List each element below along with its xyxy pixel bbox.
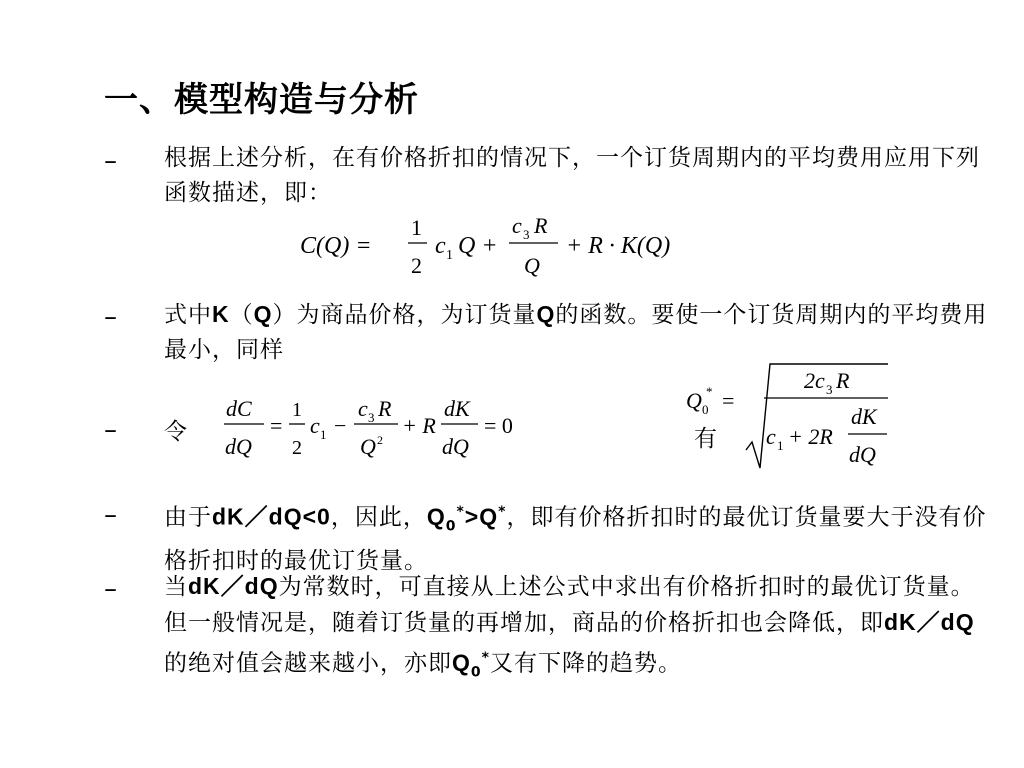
- formula2-zero: = 0: [484, 413, 513, 438]
- p4-sup2: *: [498, 504, 507, 520]
- bullet-3-dash: –: [104, 415, 117, 445]
- bullet-3-label: 令: [164, 419, 187, 445]
- p2-q2: Q: [536, 301, 556, 327]
- p4-text-b: ，因此，: [330, 504, 427, 531]
- formula2-dK: dK: [444, 396, 470, 421]
- formula2-c1-sub: 1: [320, 427, 327, 442]
- formula1-frac-c-sub: 3: [523, 227, 530, 242]
- p2-text-d: 的函数。要使一个订货周期内的平均费用最小，同样: [164, 302, 988, 363]
- formula-average-cost: [300, 205, 720, 285]
- formula1-frac-den: Q: [524, 253, 540, 278]
- p4-sup: *: [456, 504, 465, 520]
- formula1-c1-sub: 1: [446, 248, 453, 263]
- p2-k: K: [212, 301, 230, 327]
- p4-text-c: ，即有价格折扣时的最优订货量要大于没有价格折扣时的最优订货量。: [164, 504, 987, 575]
- formula2-eq: =: [270, 413, 283, 438]
- formula3-q: Q: [686, 388, 702, 413]
- formula2-c3: c: [358, 396, 368, 421]
- p5-text-a: 当: [164, 574, 188, 600]
- formula2-one: 1: [292, 399, 302, 421]
- formula1-half-den: 2: [411, 253, 422, 278]
- p4-text-a: 由于: [164, 504, 212, 531]
- paragraph-1: 根据上述分析，在有价格折扣的情况下，一个订货周期内的平均费用应用下列函数描述，即：: [164, 145, 980, 206]
- bullet-1-dash: –: [104, 146, 117, 176]
- formula3-dQ: dQ: [849, 442, 876, 467]
- p4-sub: 0: [445, 518, 457, 535]
- p4-q: Q: [426, 503, 446, 530]
- you-label: 有: [694, 426, 717, 452]
- formula3-num: 2c: [804, 368, 825, 393]
- p5-text-c: 的绝对值会越来越小，亦即: [164, 650, 452, 677]
- paragraph-4: [164, 495, 994, 579]
- p4-gt: >Q: [464, 503, 499, 530]
- formula2-two: 2: [292, 437, 302, 459]
- formula2-dQ: dQ: [225, 434, 252, 459]
- formula3-num-r: R: [836, 368, 850, 393]
- formula3-dK: dK: [851, 404, 877, 429]
- p5-text-b: 为常数时，可直接从上述公式中求出有价格折扣时的最优订货量。但一般情况是，随着订货量的再增加，商品的价格折扣也会降低，即: [164, 574, 975, 636]
- bullet-5-dash: –: [104, 574, 117, 604]
- p5-sup: *: [481, 650, 490, 666]
- bullet-4-dash: –: [104, 500, 117, 530]
- formula2-r: R: [378, 396, 392, 421]
- formula3-den-sub: 1: [777, 438, 784, 453]
- formula1-tail: + R · K(Q): [566, 233, 671, 259]
- formula2-q-sq: 2: [377, 433, 383, 447]
- p5-sub: 0: [470, 664, 482, 681]
- formula1-lhs: C(Q) =: [300, 233, 372, 259]
- formula3-star: *: [706, 384, 713, 399]
- formula3-den-mid: + 2R: [788, 424, 833, 449]
- p5-q: Q: [452, 649, 471, 676]
- formula1-frac-r: R: [534, 213, 548, 238]
- formula2-minus: −: [334, 413, 347, 438]
- formula2-c3-sub: 3: [368, 410, 375, 425]
- formula-optimal-quantity: [684, 358, 894, 474]
- p5-text-d: 又有下降的趋势。: [489, 650, 682, 677]
- p5-dk: dK／dQ: [188, 573, 279, 599]
- p2-text-a: 式中: [164, 302, 212, 328]
- formula-derivative-condition: [222, 388, 542, 468]
- bullet-2-dash: –: [104, 302, 117, 332]
- p2-q: Q: [253, 301, 273, 327]
- paragraph-5: [164, 569, 994, 690]
- formula3-den-c: c: [766, 424, 776, 449]
- formula1-half-num: 1: [411, 215, 422, 240]
- formula2-plus-r: + R: [402, 413, 436, 438]
- formula3-num-sub: 3: [826, 382, 833, 397]
- formula2-c1: c: [310, 413, 320, 438]
- formula3-sub0: 0: [702, 402, 709, 417]
- formula2-dQ2: dQ: [442, 434, 469, 459]
- p2-text-c: ）为商品价格，为订货量: [272, 302, 537, 328]
- formula1-c1: c: [435, 233, 446, 259]
- formula2-dC: dC: [226, 396, 252, 421]
- formula3-eq: =: [722, 388, 735, 413]
- p5-dk2: dK／dQ: [884, 609, 975, 635]
- formula1-q-plus: Q +: [458, 233, 498, 259]
- page-title: 一、模型构造与分析: [104, 80, 419, 120]
- formula2-q: Q: [360, 434, 376, 459]
- formula1-frac-c: c: [512, 213, 522, 238]
- p4-dk: dK／dQ<0: [212, 503, 331, 530]
- p2-text-b: （: [229, 302, 254, 328]
